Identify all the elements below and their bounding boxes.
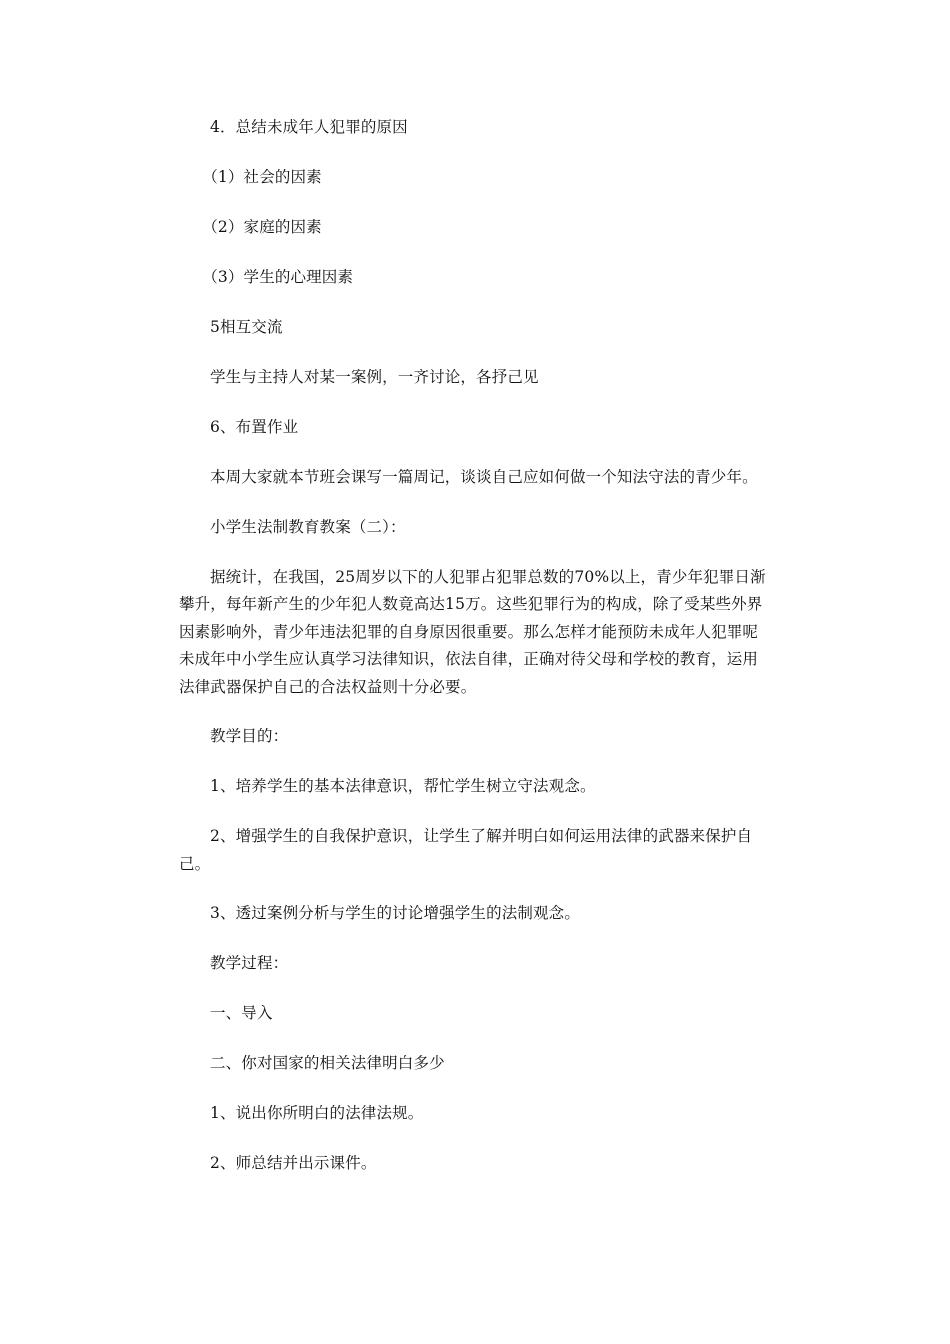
paragraph-discussion: 学生与主持人对某一案例，一齐讨论，各抒己见 [210, 368, 539, 386]
process-substep-2: 2、师总结并出示课件。 [210, 1154, 377, 1172]
paragraph-homework: 本周大家就本节班会课写一篇周记，谈谈自己应如何做一个知法守法的青少年。 [210, 468, 758, 486]
section-heading-homework: 6、布置作业 [210, 418, 299, 436]
section-heading-teaching-process: 教学过程： [210, 954, 289, 972]
paragraph-statistics: 据统计，在我国，25周岁以下的人犯罪占犯罪总数的70%以上，青少年犯罪日渐攀升，每年新产生的少年犯人数竟高达15万。这些犯罪行为的构成，除了受某些外界因素影响外，青少年违法犯罪的自身原因很重要。那么怎样才能预防未成年人犯罪呢未成年中小学生应认真学习法律知识，依法自律，正确对待父母和学校的教育，运用法律武器保护自己的合法权益则十分必要。 [179, 567, 766, 696]
section-heading-teaching-goals: 教学目的： [210, 727, 289, 745]
goal-item-2: 2、增强学生的自我保护意识，让学生了解并明白如何运用法律的武器来保护自己。 [179, 827, 753, 873]
process-step-introduction: 一、导入 [210, 1004, 273, 1022]
section-heading-exchange: 5相互交流 [210, 318, 283, 336]
goal-item-1: 1、培养学生的基本法律意识，帮忙学生树立守法观念。 [210, 777, 596, 795]
document-body [179, 114, 772, 1200]
list-item-psychological-factors: （3）学生的心理因素 [202, 268, 354, 286]
lesson-plan-two-title: 小学生法制教育教案（二）： [210, 517, 406, 536]
section-heading-crime-causes: 4．总结未成年人犯罪的原因 [210, 118, 408, 136]
process-step-law-knowledge: 二、你对国家的相关法律明白多少 [210, 1054, 445, 1072]
list-item-family-factors: （2）家庭的因素 [202, 218, 322, 236]
process-substep-1: 1、说出你所明白的法律法规。 [210, 1104, 424, 1122]
goal-item-3: 3、透过案例分析与学生的讨论增强学生的法制观念。 [210, 904, 580, 922]
list-item-social-factors: （1）社会的因素 [202, 168, 322, 186]
